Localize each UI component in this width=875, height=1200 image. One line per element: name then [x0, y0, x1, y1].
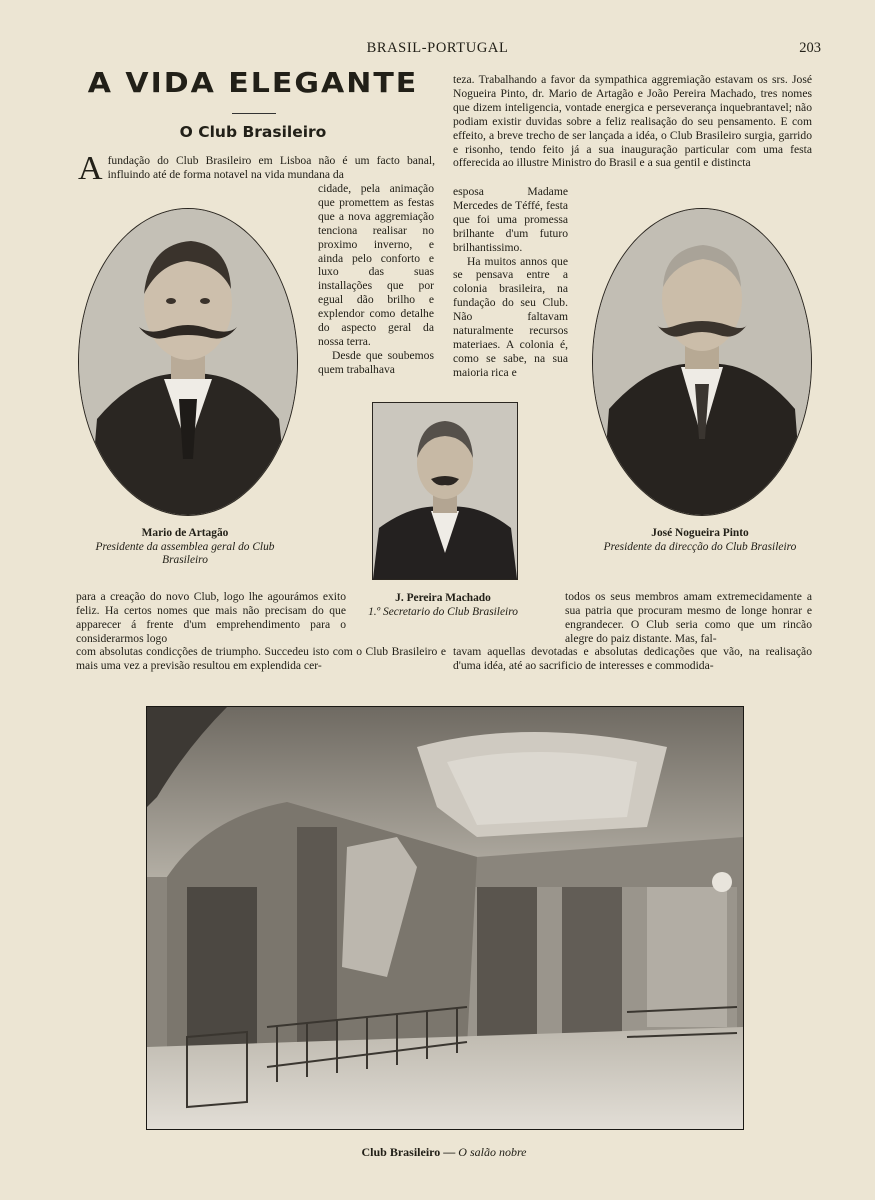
- portrait-name: J. Pereira Machado: [395, 592, 491, 604]
- portrait-name: Mario de Artagão: [141, 527, 229, 539]
- article-title: A VIDA ELEGANTE: [87, 67, 419, 100]
- portrait-caption-machado: [338, 592, 548, 619]
- portrait-photo-nogueira-pinto: [592, 208, 812, 516]
- article-subtitle: O Club Brasileiro: [179, 123, 327, 141]
- paragraph: cidade, pela animação que promettem as festas que a nova aggremiação tenciona realisar no proximo inverno, e ainda pelo conforto e luxo das suas installações que por egual dão brilho e explendor como detalhe do aspecto geral da nossa terra.: [318, 182, 434, 348]
- page-number: 203: [799, 40, 821, 56]
- paragraph: esposa Madame Mercedes de Téffé, festa que foi uma promessa brilhante d'um futuro brilhantissimo.: [453, 185, 568, 254]
- narrow-column-left: [318, 182, 434, 377]
- portrait-role: Presidente da assemblea geral do Club Brasileiro: [95, 540, 275, 567]
- caption-italic: O salão nobre: [458, 1145, 527, 1159]
- portrait-photo-artagao: [78, 208, 298, 516]
- portrait-role: 1.º Secretario do Club Brasileiro: [368, 605, 518, 618]
- portrait-caption-nogueira-pinto: [600, 527, 800, 554]
- bottom-right-continued: tavam aquellas devotadas e absolutas dedicações que vão, na realisação d'uma idéa, até ao sacrificio de interesses e commodida-: [453, 645, 812, 672]
- right-column-top: teza. Trabalhando a favor da sympathica aggremiação estavam os srs. José Nogueira Pinto, dr. Mario de Artagão e João Pereira Machado, tres nomes que dizem inteligencia, vontade energica e perseverança inquebrantavel; não podiam existir duvidas sobre a feliz realisação do seu pensamento. E com effeito, a breve trecho de ser lançada a idéa, o Club Brasileiro surgia, garrido e risonho, tendo feito já a sua inauguração particular com uma festa offerecida ao illustre Ministro do Brasil e a sua gentil e distincta: [453, 73, 812, 170]
- salon-photo: [146, 706, 744, 1130]
- title-divider: [232, 113, 276, 114]
- running-title: BRASIL-PORTUGAL: [366, 40, 509, 56]
- portrait-photo-machado: [372, 402, 518, 580]
- intro-paragraph: [78, 150, 435, 187]
- portrait-caption-artagao: [90, 527, 280, 568]
- bottom-left-paragraph: para a creação do novo Club, logo lhe agourámos exito feliz. Ha certos nomes que mais não precisam do que apparecer á frente d'um emprehendimento para o considerarmos logo: [76, 590, 346, 645]
- bottom-left-continued: com absolutas condicções de triumpho. Succedeu isto com o Club Brasileiro e mais uma vez a previsão resultou em explendida cer-: [76, 645, 446, 672]
- portrait-name: José Nogueira Pinto: [651, 527, 749, 539]
- drop-cap: A: [78, 150, 103, 187]
- salon-photo-caption: [146, 1145, 742, 1160]
- caption-bold: Club Brasileiro —: [361, 1145, 456, 1159]
- intro-text: fundação do Club Brasileiro em Lisboa não é um facto banal, influindo até de forma notavel na vida mundana da: [107, 154, 435, 181]
- bottom-right-paragraph: todos os seus membros amam extremecidamente a sua patria que procuram mesmo de longe honrar e engrandecer. O Club seria como que um rincão alegre do paiz distante. Mas, fal-: [565, 590, 812, 645]
- paragraph: Desde que soubemos quem trabalhava: [318, 348, 434, 376]
- narrow-column-right: [453, 185, 568, 380]
- portrait-role: Presidente da direcção do Club Brasileiro: [603, 540, 797, 553]
- paragraph: Ha muitos annos que se pensava entre a colonia brasileira, na fundação do seu Club. Não faltavam naturalmente recursos materiaes. A colonia é, como se sabe, na sua maioria rica e: [453, 254, 568, 379]
